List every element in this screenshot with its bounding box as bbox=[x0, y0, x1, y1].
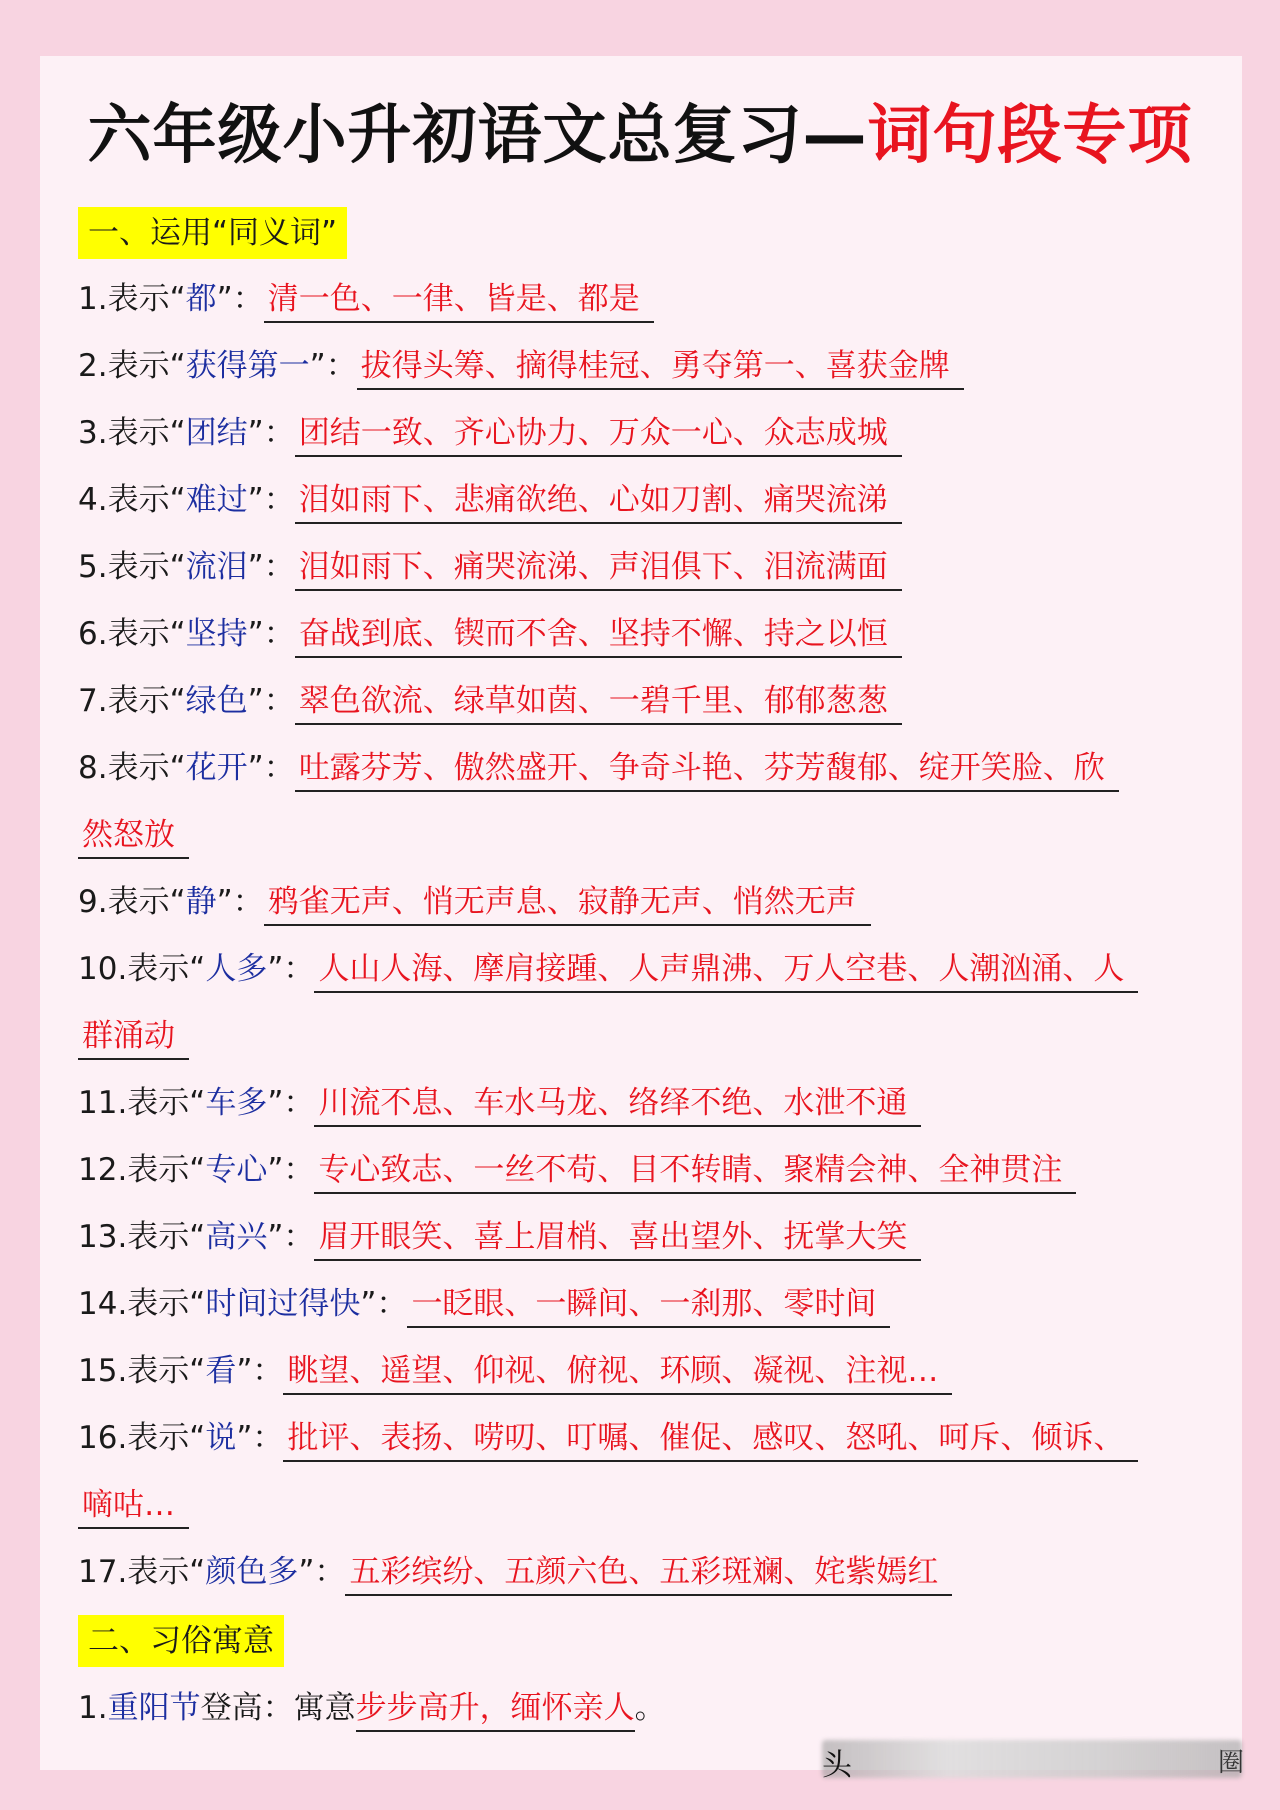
item-answer: 鸦雀无声、悄无声息、寂静无声、悄然无声 bbox=[264, 880, 871, 926]
item-answer: 眉开眼笑、喜上眉梢、喜出望外、抚掌大笑 bbox=[314, 1215, 921, 1261]
section-heading bbox=[78, 200, 347, 267]
item-keyword: 坚持 bbox=[185, 616, 248, 652]
list-item bbox=[78, 266, 654, 333]
item-colon: ”： bbox=[360, 1286, 408, 1322]
item-prefix: 14.表示“ bbox=[78, 1286, 206, 1322]
item-colon: ”： bbox=[298, 1554, 346, 1590]
item-answer: 泪如雨下、痛哭流涕、声泪俱下、泪流满面 bbox=[295, 545, 902, 591]
item-answer: 一眨眼、一瞬间、一刹那、零时间 bbox=[407, 1282, 890, 1328]
item-answer-continued: 然怒放 bbox=[78, 813, 189, 859]
list-item bbox=[78, 1271, 890, 1338]
item-keyword: 高兴 bbox=[205, 1219, 268, 1255]
item-colon: ”： bbox=[216, 281, 264, 317]
item-prefix: 15.表示“ bbox=[78, 1353, 206, 1389]
item-prefix: 13.表示“ bbox=[78, 1219, 206, 1255]
item-answer: 奋战到底、锲而不舍、坚持不懈、持之以恒 bbox=[295, 612, 902, 658]
item-colon: ”： bbox=[267, 1219, 315, 1255]
item-answer: 团结一致、齐心协力、万众一心、众志成城 bbox=[295, 411, 902, 457]
section-heading-label: 二、习俗寓意 bbox=[78, 1615, 284, 1667]
item-answer: 步步高升，缅怀亲人 bbox=[356, 1686, 635, 1732]
list-item bbox=[78, 1405, 1138, 1472]
item-keyword: 车多 bbox=[205, 1085, 268, 1121]
item-answer-continued: 嘀咕… bbox=[78, 1483, 189, 1529]
list-item bbox=[78, 534, 902, 601]
list-item bbox=[78, 1338, 952, 1405]
list-item-continuation bbox=[78, 1472, 189, 1539]
title-black: 六年级小升初语文总复习— bbox=[87, 99, 868, 173]
list-item bbox=[78, 735, 1119, 802]
list-item bbox=[78, 1070, 921, 1137]
section-heading bbox=[78, 1608, 284, 1675]
item-keyword: 时间过得快 bbox=[205, 1286, 361, 1322]
item-answer: 批评、表扬、唠叨、叮嘱、催促、感叹、怒吼、呵斥、倾诉、 bbox=[283, 1416, 1138, 1462]
list-item bbox=[78, 1204, 921, 1271]
item-prefix: 1.表示“ bbox=[78, 281, 186, 317]
item-answer: 专心致志、一丝不苟、目不转睛、聚精会神、全神贯注 bbox=[314, 1148, 1076, 1194]
list-item bbox=[78, 936, 1138, 1003]
item-colon: ”： bbox=[267, 951, 315, 987]
item-keyword: 获得第一 bbox=[185, 348, 310, 384]
item-keyword: 说 bbox=[205, 1420, 237, 1456]
item-keyword: 静 bbox=[185, 884, 217, 920]
item-answer: 清一色、一律、皆是、都是 bbox=[264, 277, 654, 323]
item-colon: ”： bbox=[236, 1353, 284, 1389]
list-item bbox=[78, 333, 964, 400]
item-answer: 吐露芬芳、傲然盛开、争奇斗艳、芬芳馥郁、绽开笑脸、欣 bbox=[295, 746, 1119, 792]
item-prefix: 12.表示“ bbox=[78, 1152, 206, 1188]
item-answer: 川流不息、车水马龙、络绎不绝、水泄不通 bbox=[314, 1081, 921, 1127]
list-item bbox=[78, 1137, 1076, 1204]
watermark-left: 头 bbox=[822, 1748, 852, 1783]
item-colon: ”： bbox=[267, 1152, 315, 1188]
item-prefix: 9.表示“ bbox=[78, 884, 186, 920]
item-period: 。 bbox=[634, 1690, 666, 1726]
list-item bbox=[78, 467, 902, 534]
item-colon: ”： bbox=[247, 750, 295, 786]
list-item bbox=[78, 1539, 952, 1606]
item-prefix: 17.表示“ bbox=[78, 1554, 206, 1590]
item-keyword: 颜色多 bbox=[205, 1554, 299, 1590]
item-prefix: 7.表示“ bbox=[78, 683, 186, 719]
item-colon: ”： bbox=[247, 415, 295, 451]
item-prefix: 5.表示“ bbox=[78, 549, 186, 585]
list-item bbox=[78, 601, 902, 668]
watermark-blur bbox=[822, 1740, 1245, 1778]
item-colon: ”： bbox=[247, 482, 295, 518]
item-keyword: 花开 bbox=[185, 750, 248, 786]
item-keyword: 团结 bbox=[185, 415, 248, 451]
section-heading-label: 一、运用“同义词” bbox=[78, 207, 347, 259]
list-item bbox=[78, 869, 871, 936]
item-prefix: 10.表示“ bbox=[78, 951, 206, 987]
item-colon: ”： bbox=[309, 348, 357, 384]
list-item-continuation bbox=[78, 1003, 189, 1070]
item-colon: ”： bbox=[267, 1085, 315, 1121]
item-keyword: 看 bbox=[205, 1353, 237, 1389]
title-red: 词句段专项 bbox=[867, 99, 1193, 173]
item-prefix: 2.表示“ bbox=[78, 348, 186, 384]
item-prefix: 11.表示“ bbox=[78, 1085, 206, 1121]
item-colon: ”： bbox=[236, 1420, 284, 1456]
item-colon: ”： bbox=[247, 683, 295, 719]
item-answer: 拔得头筹、摘得桂冠、勇夺第一、喜获金牌 bbox=[357, 344, 964, 390]
item-colon: ”： bbox=[247, 549, 295, 585]
item-keyword: 重阳节 bbox=[107, 1690, 201, 1726]
item-answer: 泪如雨下、悲痛欲绝、心如刀割、痛哭流涕 bbox=[295, 478, 902, 524]
item-colon: ”： bbox=[247, 616, 295, 652]
list-item bbox=[78, 1675, 666, 1742]
item-keyword: 都 bbox=[185, 281, 217, 317]
list-item-continuation bbox=[78, 802, 189, 869]
item-keyword: 流泪 bbox=[185, 549, 248, 585]
page-title bbox=[0, 98, 1280, 174]
item-keyword: 人多 bbox=[205, 951, 268, 987]
item-answer-continued: 群涌动 bbox=[78, 1014, 189, 1060]
item-prefix: 4.表示“ bbox=[78, 482, 186, 518]
item-prefix: 6.表示“ bbox=[78, 616, 186, 652]
item-middle: 登高：寓意 bbox=[200, 1690, 356, 1726]
item-prefix: 16.表示“ bbox=[78, 1420, 206, 1456]
item-prefix: 1. bbox=[78, 1690, 108, 1726]
item-answer: 翠色欲流、绿草如茵、一碧千里、郁郁葱葱 bbox=[295, 679, 902, 725]
item-keyword: 难过 bbox=[185, 482, 248, 518]
item-answer: 五彩缤纷、五颜六色、五彩斑斓、姹紫嫣红 bbox=[345, 1550, 952, 1596]
watermark-right: 圈 bbox=[1218, 1748, 1245, 1778]
item-keyword: 专心 bbox=[205, 1152, 268, 1188]
item-prefix: 8.表示“ bbox=[78, 750, 186, 786]
item-answer: 人山人海、摩肩接踵、人声鼎沸、万人空巷、人潮汹涌、人 bbox=[314, 947, 1138, 993]
item-answer: 眺望、遥望、仰视、俯视、环顾、凝视、注视… bbox=[283, 1349, 952, 1395]
item-keyword: 绿色 bbox=[185, 683, 248, 719]
list-item bbox=[78, 400, 902, 467]
item-prefix: 3.表示“ bbox=[78, 415, 186, 451]
item-colon: ”： bbox=[216, 884, 264, 920]
list-item bbox=[78, 668, 902, 735]
